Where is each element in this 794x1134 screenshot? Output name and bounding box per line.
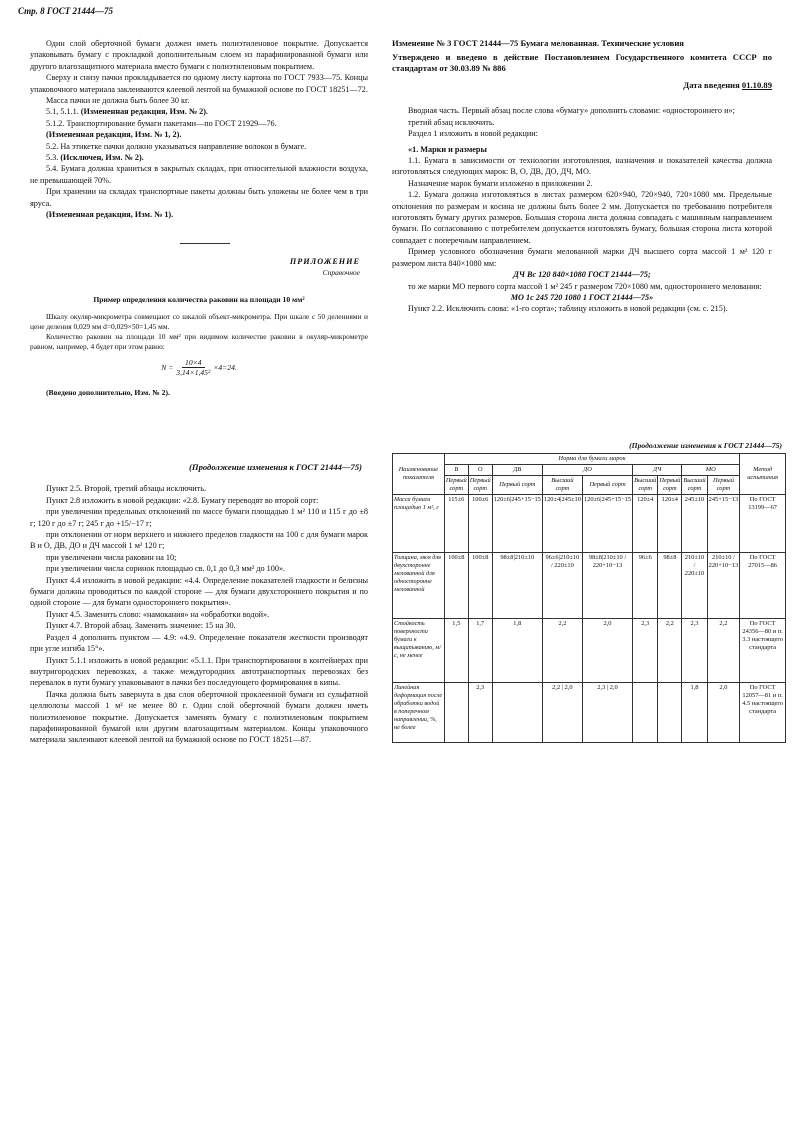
paragraph: Пункт 2.8 изложить в новой редакции: «2.8. Бумагу переводят во второй сорт: bbox=[46, 495, 319, 505]
example-title: Пример определения количества раковин на площади 10 мм² bbox=[93, 295, 305, 305]
grade-header: Первый сорт bbox=[444, 476, 468, 495]
mark-header: О bbox=[468, 465, 492, 476]
table-cell: 2,2 bbox=[658, 619, 682, 683]
table-header-method: Метод испытания bbox=[740, 454, 786, 495]
table-cell: 1,7 bbox=[468, 619, 492, 683]
grade-header: Первый сорт bbox=[707, 476, 740, 495]
appendix-subtitle: Справочное bbox=[322, 267, 360, 277]
table-cell: 120±4 bbox=[633, 495, 658, 553]
grade-header: Первый сорт bbox=[582, 476, 632, 495]
paragraph: Пункт 2.2. Исключить слова: «1-го сорта»; таблицу изложить в новой редакции (см. с. 215). bbox=[408, 304, 728, 314]
clause-5-2: 5.2. На этикетке пачки должно указываться направление волокон в бумаге. bbox=[46, 141, 307, 151]
table-cell: 98±8 bbox=[658, 553, 682, 619]
table-cell bbox=[492, 683, 542, 743]
table-cell bbox=[444, 683, 468, 743]
grade-header: Первый сорт bbox=[468, 476, 492, 495]
table-cell: 2,2 bbox=[542, 619, 582, 683]
table-cell: 115±6 bbox=[444, 495, 468, 553]
paragraph: Пачка должна быть завернута в два слоя оберточной проклеенной бумаги из сульфатной целлюлозы массой 1 м² не менее 80 г. Один слой оберточной бумаги должен иметь полиэтиленовое покрытие. Допускается заменять бумагу с полиэтиленовым покрытием парафинированной бумагой или другим влагозащитным материалом. Концы упаковочного материала заклеивают клеевой лентой на бумажной основе по ГОСТ 18251—87. bbox=[30, 689, 368, 745]
example-paragraph: Шкалу окуляр-микрометра совмещают со шкалой объект-микрометра. При шкале с 50 делениями и цене деления 0,029 мм d=0,029×50=1,45 мм. bbox=[30, 311, 368, 331]
method-cell: По ГОСТ 13199—67 bbox=[740, 495, 786, 553]
mark-header: ДО bbox=[542, 465, 632, 476]
row-label: Стойкость поверхности бумаги к выщипыванию, м/с, не менее bbox=[393, 619, 445, 683]
table-cell: 210±10 / 220±10 bbox=[682, 553, 707, 619]
paragraph: Один слой оберточной бумаги должен иметь полиэтиленовое покрытие. Допускается упаковывать бумагу с прокладкой дополнительным слоем из парафинированной бумаги или другого влагозащитного материала вместо бумаги с полиэтиленовым покрытием. bbox=[30, 39, 368, 71]
table-cell: 2,2 | 2,0 bbox=[542, 683, 582, 743]
paragraph: Пункт 2.5. Второй, третий абзацы исключить. bbox=[46, 484, 207, 494]
paragraph: Пункт 4.7. Второй абзац. Заменить значение: 15 на 30. bbox=[46, 621, 236, 631]
table-cell: 100±6 bbox=[468, 495, 492, 553]
grade-header: Высший сорт bbox=[682, 476, 707, 495]
paragraph: Раздел 4 дополнить пунктом — 4.9: «4.9. Определение показателя жесткости производят при угле изгиба 15°». bbox=[30, 632, 368, 654]
paragraph: Пример условного обозначения бумаги мелованной марки ДЧ высшего сорта массой 1 м² 120 г размером листа 840×1080 мм: bbox=[392, 247, 772, 268]
amendment-heading: Изменение № 3 ГОСТ 21444—75 Бумага мелованная. Технические условия bbox=[392, 38, 684, 48]
paragraph: третий абзац исключить. bbox=[408, 117, 495, 127]
paragraph: Масса пачки не должна быть более 30 кг. bbox=[46, 96, 190, 106]
table-cell: 98±8|210±10 / 220+10−13 bbox=[582, 553, 632, 619]
appendix-title: ПРИЛОЖЕНИЕ bbox=[289, 256, 360, 266]
paragraph: при увеличении числа соринок площадью св. 0,1 до 0,3 мм² до 100». bbox=[46, 564, 286, 574]
grade-header: Первый сорт bbox=[492, 476, 542, 495]
approval-note: Утверждено и введено в действие Постановлением Государственного комитета СССР по стандартам от 30.03.89 № 886 bbox=[392, 52, 772, 73]
divider bbox=[180, 243, 230, 244]
clause-5-3: 5.3. (Исключен, Изм. № 2). bbox=[46, 153, 144, 163]
table-cell: 98±8|210±10 bbox=[492, 553, 542, 619]
table-row bbox=[393, 495, 786, 553]
paragraph: при увеличении числа раковин на 10; bbox=[46, 552, 177, 562]
table-cell: 2,2 bbox=[707, 619, 740, 683]
formula: N = $\frac{10\times 4}{\text{3,14×1,45²}}$ ×4=24. bbox=[161, 357, 237, 377]
amendment-continuation-text bbox=[30, 462, 368, 746]
table-caption: (Продолжение изменения к ГОСТ 21444—75) bbox=[629, 441, 782, 450]
mark-header: В bbox=[444, 465, 468, 476]
table-cell: 1,8 bbox=[682, 683, 707, 743]
paragraph: Пункт 4.5. Заменить слово: «намокания» на «обработки водой». bbox=[46, 609, 270, 619]
row-label: Толщина, мкм для двухсторонне мелованной для односторонне мелованной bbox=[393, 553, 445, 619]
paragraph: При хранении на складах транспортные пакеты должны быть уложены не более чем в три яруса. bbox=[30, 187, 368, 208]
row-label: Линейная деформация после обработки водой в поперечном направлении, %, не более bbox=[393, 683, 445, 743]
paragraph: 1.2. Бумага должна изготовляться в листах размером 620×940, 720×940, 720×1080 мм. Предельные отклонения по размерам и косина не должны быть более 2 мм. Допускается по требованию потребителя изготовлять бумагу других размеров. Большая сторона листа должна совпадать с машинным направлением бумаги. По согласованию с потребителем допускается изготовлять бумагу, большая сторона листа которой совпадает с поперечным направлением. bbox=[392, 190, 772, 245]
mark-header: МО bbox=[682, 465, 740, 476]
table-cell: 120±6|245+15−15 bbox=[582, 495, 632, 553]
mark-header: ДВ bbox=[492, 465, 542, 476]
table-cell: 2,0 bbox=[707, 683, 740, 743]
table-cell: 245+15−13 bbox=[707, 495, 740, 553]
section-packaging-text bbox=[30, 38, 368, 398]
table-cell: 2,0 bbox=[582, 619, 632, 683]
grade-header: Высший сорт bbox=[633, 476, 658, 495]
designation-example: ДЧ Вс 120 840×1080 ГОСТ 21444—75; bbox=[513, 270, 651, 280]
revision-note: (Измененная редакция, Изм. № 1, 2). bbox=[46, 130, 182, 140]
paragraph: Пункт 4.4 изложить в новой редакции: «4.4. Определение показателей гладкости и белизны бумаги должны проводиться по каждой стороне — для бумаги двухстороннего покрытия и по одной стороне — для бумаги одностороннего покрытия». bbox=[30, 575, 368, 608]
table-cell: 2,3 bbox=[633, 619, 658, 683]
table-cell: 210±10 / 220+10−13 bbox=[707, 553, 740, 619]
table-row bbox=[393, 619, 786, 683]
table-header-indicator: Наименование показателя bbox=[393, 454, 445, 495]
table-cell: 2,3 bbox=[682, 619, 707, 683]
row-label: Масса бумаги площадью 1 м², г bbox=[393, 495, 445, 553]
table-row bbox=[393, 683, 786, 743]
norms-table-block bbox=[392, 440, 786, 743]
table-cell: 120±4|245±10 bbox=[542, 495, 582, 553]
paragraph: Назначение марок бумаги изложено в приложении 2. bbox=[408, 178, 593, 188]
table-cell bbox=[658, 683, 682, 743]
paragraph: Пункт 5.1.1 изложить в новой редакции: «5.1.1. При транспортировании в контейнерах при внутригородских перевозках, а также междугородних автотранспортных перевозках без перевалок в пути бумагу упаковывают в пачки без последующего формирования в кипы. bbox=[30, 655, 368, 688]
paragraph: Вводная часть. Первый абзац после слова «бумагу» дополнить словами: «одностороннего и»; bbox=[408, 106, 735, 116]
continuation-title: (Продолжение изменения к ГОСТ 21444—75) bbox=[189, 462, 362, 472]
table-cell: 245±10 bbox=[682, 495, 707, 553]
table-cell: 120±4 bbox=[658, 495, 682, 553]
method-cell: По ГОСТ 24356—80 и п. 3.3 настоящего стандарта bbox=[740, 619, 786, 683]
table-cell: 1,8 bbox=[492, 619, 542, 683]
page-header: Стр. 8 ГОСТ 21444—75 bbox=[18, 6, 113, 16]
table-row bbox=[393, 553, 786, 619]
table-cell: 100±8 bbox=[468, 553, 492, 619]
effective-date: Дата введения 01.10.89 bbox=[683, 80, 772, 90]
paragraph: при отклонении от норм верхнего и нижнего пределов гладкости на 100 с для бумаги марок В и О, ДВ, ДО и ДЧ массой 1 м² 120 г; bbox=[30, 530, 368, 551]
norms-table bbox=[392, 453, 786, 743]
section-heading: «1. Марки и размеры bbox=[408, 144, 487, 154]
designation-example: МО 1с 245 720 1080 1 ГОСТ 21444—75» bbox=[510, 292, 654, 302]
paragraph: Раздел 1 изложить в новой редакции: bbox=[408, 129, 538, 139]
method-cell: По ГОСТ 27015—86 bbox=[740, 553, 786, 619]
table-cell: 1,5 bbox=[444, 619, 468, 683]
table-cell: 120±6|245+15−15 bbox=[492, 495, 542, 553]
table-cell: 100±8 bbox=[444, 553, 468, 619]
revision-note: (Измененная редакция, Изм. № 1). bbox=[46, 210, 174, 220]
mark-header: ДЧ bbox=[633, 465, 682, 476]
paragraph: Сверху и снизу пачки прокладывается по одному листу картона по ГОСТ 7933—75. Концы упаковочного материала заклеиваются клеевой лентой на бумажной основе по ГОСТ 18251—72. bbox=[30, 73, 368, 94]
clause-5-4: 5.4. Бумага должна храниться в закрытых складах, при относительной влажности воздуха, не превышающей 70%. bbox=[30, 164, 368, 185]
paragraph: при увеличении предельных отклонений по массе бумаги площадью 1 м² 110 и 115 г до ±8 г; 120 г до ±7 г; 245 г до +15/−17 г; bbox=[30, 507, 368, 528]
example-paragraph: Количество раковин на площади 10 мм² при видимом количестве раковин в окуляр-микрометре равном, например, 4 будет при этом равно: bbox=[30, 331, 368, 351]
table-header-norm: Норма для бумаги марок bbox=[444, 454, 739, 465]
amendment-3-text bbox=[392, 38, 772, 315]
table-cell: 96±6|210±10 / 220±10 bbox=[542, 553, 582, 619]
clause-5-1-2: 5.1.2. Транспортирование бумаги пакетами—по ГОСТ 21929—76. bbox=[46, 118, 277, 128]
table-cell: 2,3 bbox=[468, 683, 492, 743]
grade-header: Первый сорт bbox=[658, 476, 682, 495]
table-cell bbox=[633, 683, 658, 743]
paragraph: то же марки МО первого сорта массой 1 м² 245 г размером 720×1080 мм, одностороннего мелования: bbox=[408, 281, 762, 291]
method-cell: По ГОСТ 12057—81 и п. 4.5 настоящего стандарта bbox=[740, 683, 786, 743]
grade-header: Высший сорт bbox=[542, 476, 582, 495]
paragraph: 1.1. Бумага в зависимости от технологии изготовления, назначения и показателей качества должна изготовляться следующих марок: В, О, ДВ, ДО, ДЧ, МО. bbox=[392, 156, 772, 177]
table-cell: 2,3 | 2,0 bbox=[582, 683, 632, 743]
clause-5-1: 5.1, 5.1.1. (Измененная редакция, Изм. № 2). bbox=[46, 107, 208, 117]
table-cell: 96±6 bbox=[633, 553, 658, 619]
revision-note: (Введено дополнительно, Изм. № 2). bbox=[46, 387, 170, 397]
